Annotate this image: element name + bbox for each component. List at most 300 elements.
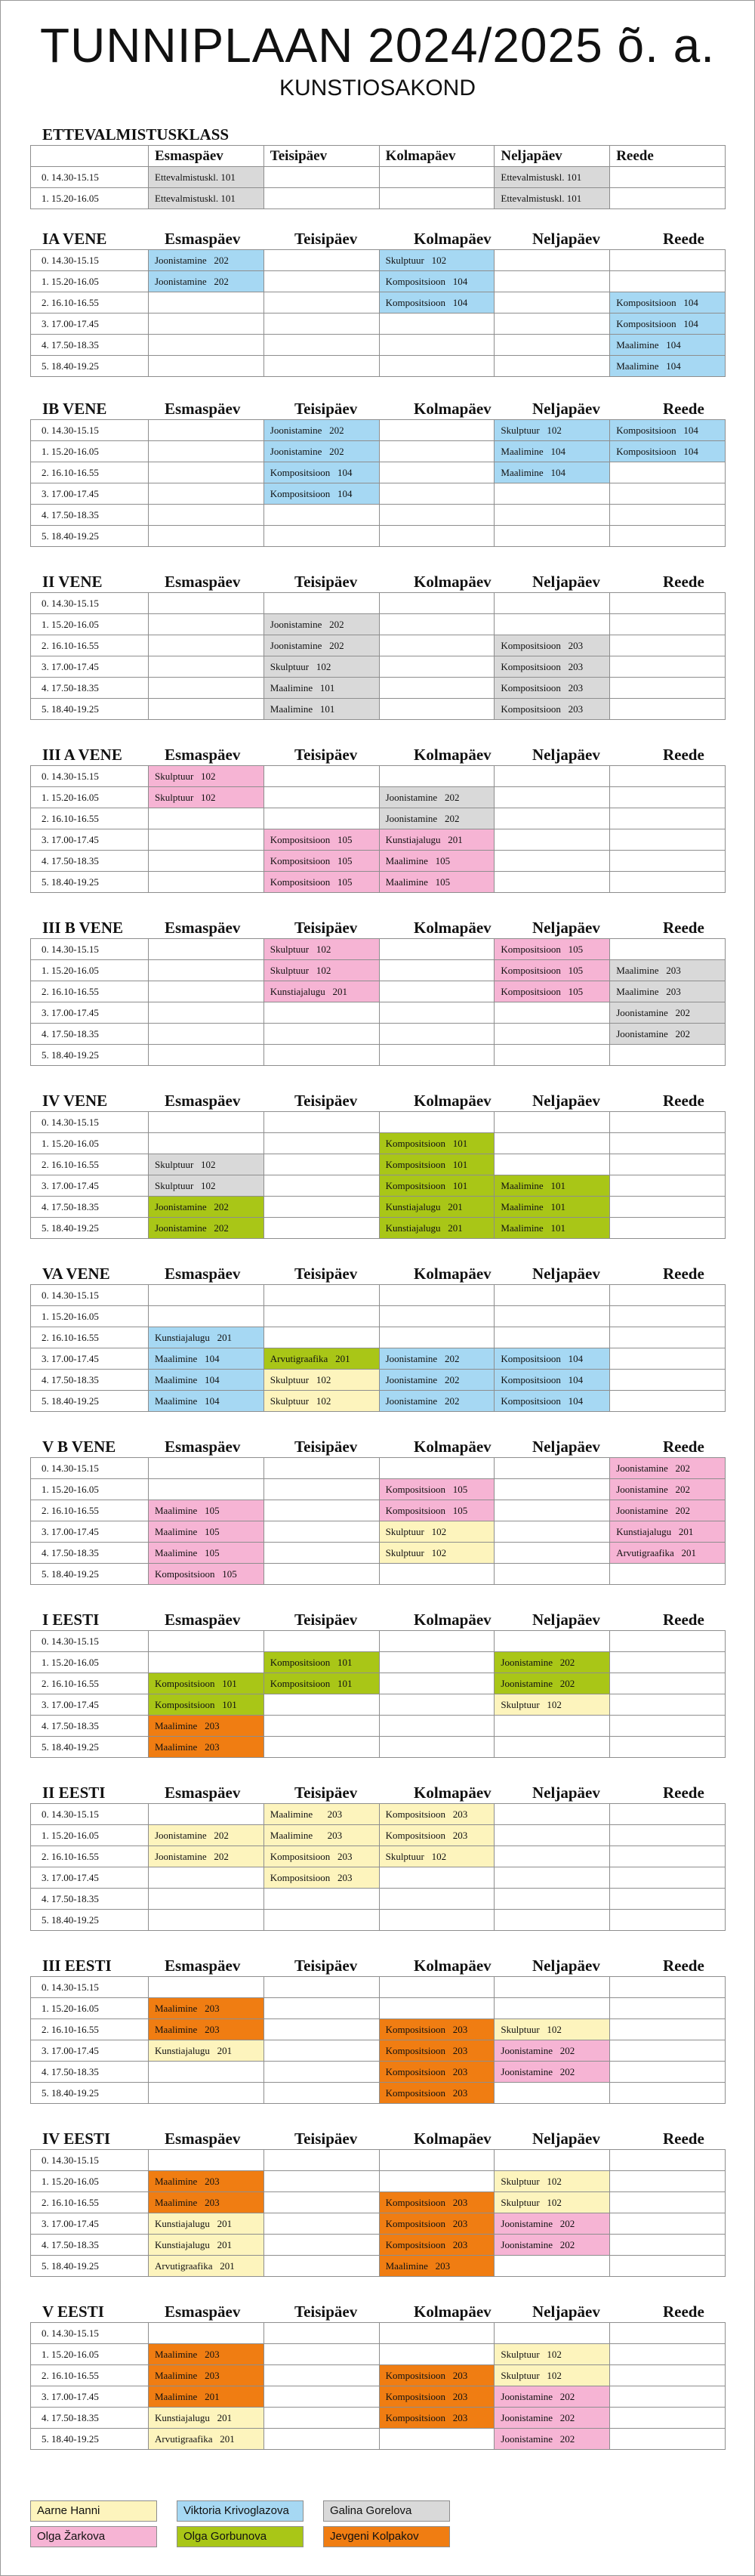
lesson-cell: Kompositsioon 105 [379, 1500, 495, 1521]
lesson-cell: Skulptuur 102 [495, 2171, 610, 2192]
lesson-cell: Maalimine 104 [149, 1391, 264, 1412]
empty-cell [149, 1479, 264, 1500]
empty-cell [610, 1737, 726, 1758]
day-header: Teisipäev [263, 146, 379, 167]
lesson-cell: Kompositsioon 105 [495, 939, 610, 960]
lesson-time: 4. 17.50-18.35 [31, 335, 149, 356]
day-header: Reede [663, 230, 704, 248]
empty-cell [610, 188, 726, 209]
empty-cell [495, 335, 610, 356]
empty-cell [263, 1285, 379, 1306]
lesson-cell: Maalimine 203 [149, 2171, 264, 2192]
empty-cell [610, 2256, 726, 2277]
empty-cell [495, 356, 610, 377]
lesson-cell: Ettevalmistuskl. 101 [495, 167, 610, 188]
empty-cell [263, 1218, 379, 1239]
lesson-cell: Maalimine 104 [495, 441, 610, 462]
lesson-time: 0. 14.30-15.15 [31, 420, 149, 441]
empty-cell [263, 2365, 379, 2386]
table-row [31, 2083, 726, 2104]
lesson-cell: Joonistamine 202 [149, 1218, 264, 1239]
table-row [31, 1500, 726, 1521]
empty-cell [263, 2386, 379, 2408]
empty-cell [149, 981, 264, 1002]
empty-cell [379, 1458, 495, 1479]
class-name: II VENE [42, 573, 103, 591]
lesson-cell: Skulptuur 102 [495, 2344, 610, 2365]
lesson-cell: Maalimine 101 [495, 1218, 610, 1239]
lesson-time: 5. 18.40-19.25 [31, 872, 149, 893]
empty-cell [610, 2040, 726, 2062]
table-row [31, 2040, 726, 2062]
empty-cell [610, 829, 726, 851]
day-header: Neljapäev [532, 573, 600, 591]
day-header: Teisipäev [294, 746, 358, 764]
table-row [31, 1846, 726, 1867]
lesson-cell: Joonistamine 202 [149, 1825, 264, 1846]
day-header: Esmaspäev [165, 2303, 241, 2321]
empty-cell [263, 1716, 379, 1737]
table-row [31, 2171, 726, 2192]
empty-cell [610, 1910, 726, 1931]
table-row [31, 699, 726, 720]
empty-cell [379, 1112, 495, 1133]
empty-cell [495, 1133, 610, 1154]
empty-cell [495, 1910, 610, 1931]
lesson-cell: Maalimine 203 [149, 2192, 264, 2213]
empty-cell [149, 1112, 264, 1133]
class-name: V EESTI [42, 2303, 104, 2321]
lesson-cell: Kompositsioon 104 [610, 292, 726, 314]
empty-cell [263, 1175, 379, 1197]
day-header: Teisipäev [294, 1611, 358, 1629]
empty-cell [379, 699, 495, 720]
table-row [31, 614, 726, 635]
lesson-time: 0. 14.30-15.15 [31, 2150, 149, 2171]
lesson-cell: Maalimine 203 [149, 1737, 264, 1758]
table-header-row [31, 146, 726, 167]
day-header: Kolmapäev [414, 2303, 492, 2321]
empty-cell [610, 505, 726, 526]
empty-cell [495, 1716, 610, 1737]
lesson-cell: Kunstiajalugu 201 [379, 1218, 495, 1239]
lesson-cell: Kompositsioon 203 [379, 2083, 495, 2104]
table-row [31, 1998, 726, 2019]
empty-cell [263, 1479, 379, 1500]
lesson-time: 0. 14.30-15.15 [31, 1977, 149, 1998]
lesson-cell: Skulptuur 102 [263, 1391, 379, 1412]
empty-cell [495, 872, 610, 893]
empty-cell [379, 1285, 495, 1306]
day-header: Esmaspäev [149, 146, 264, 167]
schedule-table [30, 2322, 726, 2450]
lesson-cell: Kompositsioon 104 [610, 420, 726, 441]
lesson-time: 2. 16.10-16.55 [31, 462, 149, 483]
day-header: Kolmapäev [414, 1784, 492, 1802]
empty-cell [149, 851, 264, 872]
empty-cell [263, 1977, 379, 1998]
lesson-cell: Skulptuur 102 [263, 939, 379, 960]
lesson-time: 1. 15.20-16.05 [31, 2344, 149, 2365]
empty-cell [379, 188, 495, 209]
day-header: Esmaspäev [165, 400, 241, 418]
lesson-cell: Kompositsioon 101 [149, 1694, 264, 1716]
empty-cell [263, 2323, 379, 2344]
lesson-cell: Kompositsioon 104 [610, 441, 726, 462]
empty-cell [495, 292, 610, 314]
empty-cell [263, 188, 379, 209]
empty-cell [379, 2150, 495, 2171]
schedule-table [30, 145, 726, 209]
table-row [31, 2344, 726, 2365]
table-row [31, 1306, 726, 1327]
empty-cell [495, 1867, 610, 1889]
lesson-cell: Joonistamine 202 [149, 271, 264, 292]
lesson-time: 3. 17.00-17.45 [31, 2040, 149, 2062]
lesson-time: 3. 17.00-17.45 [31, 1002, 149, 1024]
day-header: Kolmapäev [414, 1092, 492, 1110]
legend-item: Jevgeni Kolpakov [323, 2526, 450, 2547]
class-name: III B VENE [42, 919, 123, 937]
lesson-time: 4. 17.50-18.35 [31, 1197, 149, 1218]
table-row [31, 1285, 726, 1306]
day-header: Teisipäev [294, 1265, 358, 1283]
table-row [31, 1867, 726, 1889]
lesson-time: 1. 15.20-16.05 [31, 1479, 149, 1500]
empty-cell [263, 1631, 379, 1652]
legend-item: Olga Žarkova [30, 2526, 157, 2547]
lesson-cell: Kompositsioon 105 [263, 829, 379, 851]
lesson-cell: Joonistamine 202 [610, 1500, 726, 1521]
section-header [30, 2128, 725, 2149]
lesson-cell: Kompositsioon 203 [379, 1804, 495, 1825]
table-row [31, 2150, 726, 2171]
table-row [31, 678, 726, 699]
table-row [31, 505, 726, 526]
lesson-cell: Kompositsioon 101 [263, 1652, 379, 1673]
class-name: IV EESTI [42, 2130, 111, 2148]
empty-cell [263, 1564, 379, 1585]
empty-cell [263, 1543, 379, 1564]
empty-cell [149, 2083, 264, 2104]
lesson-cell: Joonistamine 202 [495, 2040, 610, 2062]
lesson-time: 2. 16.10-16.55 [31, 2192, 149, 2213]
lesson-cell: Kompositsioon 203 [379, 2386, 495, 2408]
day-header: Neljapäev [532, 1092, 600, 1110]
lesson-time: 1. 15.20-16.05 [31, 2171, 149, 2192]
empty-cell [495, 1327, 610, 1348]
empty-cell [495, 1977, 610, 1998]
lesson-cell: Joonistamine 202 [379, 1348, 495, 1370]
lesson-time: 4. 17.50-18.35 [31, 2408, 149, 2429]
section-header [30, 917, 725, 938]
empty-cell [149, 1631, 264, 1652]
lesson-cell: Ettevalmistuskl. 101 [149, 188, 264, 209]
day-header: Reede [663, 1957, 704, 1975]
table-row [31, 656, 726, 678]
empty-cell [610, 1652, 726, 1673]
lesson-cell: Joonistamine 202 [379, 1391, 495, 1412]
lesson-cell: Kompositsioon 104 [495, 1370, 610, 1391]
empty-cell [379, 939, 495, 960]
lesson-cell: Skulptuur 102 [379, 250, 495, 271]
lesson-time: 0. 14.30-15.15 [31, 167, 149, 188]
empty-cell [149, 1285, 264, 1306]
lesson-cell: Kompositsioon 105 [149, 1564, 264, 1585]
table-row [31, 441, 726, 462]
table-row [31, 2019, 726, 2040]
empty-cell [495, 787, 610, 808]
day-header: Reede [663, 1092, 704, 1110]
empty-cell [149, 1133, 264, 1154]
legend-item: Galina Gorelova [323, 2500, 450, 2522]
day-header: Teisipäev [294, 573, 358, 591]
table-row [31, 766, 726, 787]
lesson-cell: Joonistamine 202 [263, 614, 379, 635]
empty-cell [379, 656, 495, 678]
empty-cell [263, 1889, 379, 1910]
empty-cell [610, 2019, 726, 2040]
empty-cell [610, 699, 726, 720]
legend-item: Olga Gorbunova [177, 2526, 304, 2547]
table-row [31, 1218, 726, 1239]
lesson-time: 1. 15.20-16.05 [31, 188, 149, 209]
table-row [31, 1370, 726, 1391]
lesson-cell: Maalimine 201 [149, 2386, 264, 2408]
lesson-cell: Kunstiajalugu 201 [379, 829, 495, 851]
empty-cell [263, 2150, 379, 2171]
class-name: VA VENE [42, 1265, 110, 1283]
lesson-cell: Maalimine 101 [495, 1197, 610, 1218]
table-row [31, 2323, 726, 2344]
lesson-time: 1. 15.20-16.05 [31, 960, 149, 981]
empty-cell [149, 335, 264, 356]
table-row [31, 1045, 726, 1066]
lesson-cell: Kunstiajalugu 201 [379, 1197, 495, 1218]
empty-cell [263, 1112, 379, 1133]
lesson-cell: Kompositsioon 203 [379, 2235, 495, 2256]
empty-cell [495, 1479, 610, 1500]
empty-cell [610, 1631, 726, 1652]
empty-cell [495, 1024, 610, 1045]
day-header: Kolmapäev [414, 1611, 492, 1629]
page-subtitle: KUNSTIOSAKOND [279, 76, 476, 100]
day-header: Esmaspäev [165, 230, 241, 248]
empty-cell [495, 1737, 610, 1758]
empty-cell [149, 1977, 264, 1998]
empty-cell [263, 526, 379, 547]
section-header [30, 1436, 725, 1457]
lesson-time: 3. 17.00-17.45 [31, 1521, 149, 1543]
lesson-time: 5. 18.40-19.25 [31, 1564, 149, 1585]
lesson-cell: Kunstiajalugu 201 [149, 2235, 264, 2256]
empty-cell [149, 1889, 264, 1910]
lesson-time: 4. 17.50-18.35 [31, 2062, 149, 2083]
empty-cell [149, 960, 264, 981]
table-row [31, 1737, 726, 1758]
class-name: V B VENE [42, 1438, 116, 1456]
empty-cell [610, 614, 726, 635]
table-row [31, 1327, 726, 1348]
empty-cell [495, 593, 610, 614]
schedule-table [30, 1111, 726, 1239]
lesson-time: 0. 14.30-15.15 [31, 1631, 149, 1652]
empty-cell [495, 271, 610, 292]
table-row [31, 526, 726, 547]
empty-cell [263, 2235, 379, 2256]
table-row [31, 1977, 726, 1998]
section-header [30, 228, 725, 249]
lesson-time: 4. 17.50-18.35 [31, 2235, 149, 2256]
lesson-cell: Kompositsioon 203 [379, 1825, 495, 1846]
day-header: Teisipäev [294, 400, 358, 418]
lesson-cell: Maalimine 105 [379, 872, 495, 893]
lesson-cell: Skulptuur 102 [149, 1175, 264, 1197]
day-header: Esmaspäev [165, 1611, 241, 1629]
lesson-time: 5. 18.40-19.25 [31, 1218, 149, 1239]
empty-cell [263, 1002, 379, 1024]
lesson-cell: Kunstiajalugu 201 [149, 1327, 264, 1348]
day-header: Teisipäev [294, 1957, 358, 1975]
empty-cell [149, 872, 264, 893]
lesson-cell: Maalimine 203 [263, 1804, 379, 1825]
day-header: Neljapäev [532, 230, 600, 248]
empty-cell [610, 1154, 726, 1175]
schedule-table [30, 765, 726, 893]
lesson-cell: Skulptuur 102 [495, 2019, 610, 2040]
lesson-cell: Joonistamine 202 [263, 420, 379, 441]
empty-cell [610, 1285, 726, 1306]
day-header: Kolmapäev [414, 573, 492, 591]
empty-cell [379, 766, 495, 787]
empty-cell [610, 1391, 726, 1412]
lesson-time: 5. 18.40-19.25 [31, 356, 149, 377]
lesson-time: 2. 16.10-16.55 [31, 808, 149, 829]
class-name: ETTEVALMISTUSKLASS [42, 125, 230, 144]
empty-cell [495, 2083, 610, 2104]
schedule-table [30, 1630, 726, 1758]
table-row [31, 188, 726, 209]
class-name: II EESTI [42, 1784, 106, 1802]
lesson-cell: Kompositsioon 105 [495, 981, 610, 1002]
table-row [31, 1543, 726, 1564]
empty-cell [263, 167, 379, 188]
table-row [31, 2408, 726, 2429]
empty-cell [149, 441, 264, 462]
day-header: Esmaspäev [165, 2130, 241, 2148]
empty-cell [495, 505, 610, 526]
day-header: Reede [663, 1784, 704, 1802]
empty-cell [610, 1564, 726, 1585]
empty-cell [379, 981, 495, 1002]
table-row [31, 1631, 726, 1652]
table-row [31, 1652, 726, 1673]
lesson-time: 0. 14.30-15.15 [31, 593, 149, 614]
lesson-time: 1. 15.20-16.05 [31, 614, 149, 635]
lesson-cell: Joonistamine 202 [495, 2213, 610, 2235]
empty-cell [379, 2171, 495, 2192]
lesson-time: 4. 17.50-18.35 [31, 505, 149, 526]
day-header: Kolmapäev [379, 146, 495, 167]
empty-cell [610, 1804, 726, 1825]
lesson-cell: Kompositsioon 203 [379, 2019, 495, 2040]
table-row [31, 2386, 726, 2408]
lesson-cell: Skulptuur 102 [263, 656, 379, 678]
lesson-time: 3. 17.00-17.45 [31, 829, 149, 851]
lesson-cell: Skulptuur 102 [263, 1370, 379, 1391]
day-header: Reede [663, 573, 704, 591]
lesson-cell: Maalimine 203 [379, 2256, 495, 2277]
lesson-time: 1. 15.20-16.05 [31, 271, 149, 292]
table-row [31, 981, 726, 1002]
empty-cell [379, 1737, 495, 1758]
empty-cell [610, 1370, 726, 1391]
lesson-cell: Joonistamine 202 [379, 787, 495, 808]
day-header: Neljapäev [532, 919, 600, 937]
lesson-time: 2. 16.10-16.55 [31, 1500, 149, 1521]
empty-cell [495, 614, 610, 635]
lesson-cell: Kompositsioon 203 [379, 2408, 495, 2429]
lesson-cell: Maalimine 203 [149, 2344, 264, 2365]
lesson-cell: Kompositsioon 203 [379, 2040, 495, 2062]
table-row [31, 1889, 726, 1910]
table-row [31, 1197, 726, 1218]
empty-cell [263, 2429, 379, 2450]
lesson-time: 3. 17.00-17.45 [31, 1694, 149, 1716]
empty-cell [149, 939, 264, 960]
empty-cell [379, 635, 495, 656]
table-row [31, 1564, 726, 1585]
empty-cell [379, 1716, 495, 1737]
empty-cell [610, 1998, 726, 2019]
day-header: Kolmapäev [414, 400, 492, 418]
empty-cell [263, 808, 379, 829]
empty-cell [149, 1458, 264, 1479]
table-row [31, 1458, 726, 1479]
empty-cell [495, 1112, 610, 1133]
lesson-cell: Kunstiajalugu 201 [149, 2408, 264, 2429]
lesson-cell: Skulptuur 102 [495, 2192, 610, 2213]
lesson-cell: Kompositsioon 105 [263, 851, 379, 872]
section-header [30, 1263, 725, 1284]
lesson-time: 1. 15.20-16.05 [31, 1652, 149, 1673]
empty-cell [263, 2083, 379, 2104]
lesson-time: 4. 17.50-18.35 [31, 1024, 149, 1045]
day-header: Teisipäev [294, 1784, 358, 1802]
class-name: IA VENE [42, 230, 107, 248]
empty-cell [495, 483, 610, 505]
empty-cell [610, 1306, 726, 1327]
empty-cell [610, 635, 726, 656]
table-row [31, 1673, 726, 1694]
section-header [30, 2301, 725, 2322]
table-row [31, 356, 726, 377]
lesson-cell: Kunstiajalugu 201 [149, 2040, 264, 2062]
empty-cell [610, 808, 726, 829]
lesson-time: 4. 17.50-18.35 [31, 851, 149, 872]
empty-cell [379, 678, 495, 699]
empty-cell [263, 1694, 379, 1716]
table-row [31, 2213, 726, 2235]
lesson-time: 2. 16.10-16.55 [31, 635, 149, 656]
day-header: Teisipäev [294, 2130, 358, 2148]
day-header: Reede [663, 2303, 704, 2321]
empty-cell [610, 483, 726, 505]
schedule-table [30, 592, 726, 720]
table-row [31, 787, 726, 808]
day-header: Teisipäev [294, 2303, 358, 2321]
class-name: III EESTI [42, 1957, 112, 1975]
